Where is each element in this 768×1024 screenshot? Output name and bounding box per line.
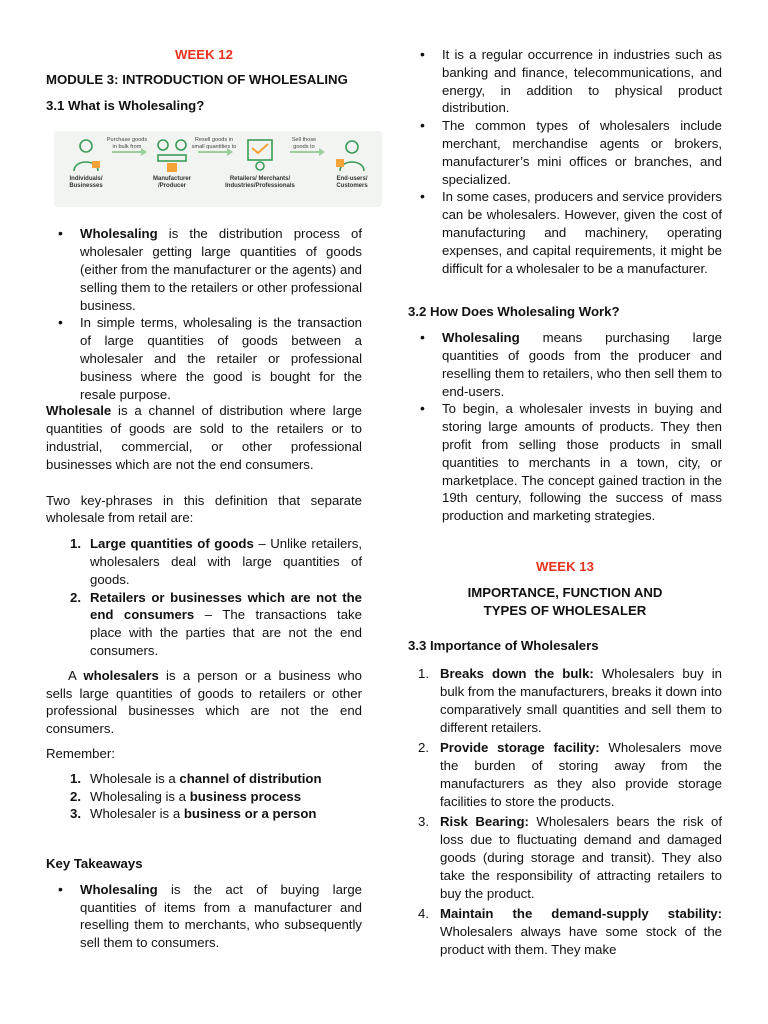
list-item: • In simple terms, wholesaling is the transaction of large quantities of goods between a wholesaler and the retailer or professional business where the good is bought for the resale purpose. [46, 314, 362, 403]
wholesaling-flow-diagram [54, 131, 382, 207]
list-item: • Wholesaling means purchasing large quantities of goods from the producer and reselling them to retailers, who then sell them to end-users. [408, 329, 722, 400]
list-item: 4. Maintain the demand-supply stability: Wholesalers always have some stock of the product with them. They make [418, 906, 722, 958]
arrow-icon [290, 151, 320, 153]
week-13-title-line2: TYPES OF WHOLESALER [483, 602, 647, 618]
list-item: • It is a regular occurrence in industries such as banking and finance, telecommunications, and energy, in addition to physical product distribution. [408, 46, 722, 117]
list-item: 1. Large quantities of goods – Unlike retailers, wholesalers deal with large quantities of goods. [70, 536, 362, 587]
remember-label: Remember: [46, 745, 115, 761]
list-item: • The common types of wholesalers include merchant, merchandise agents or brokers, manufacturer’s mini offices or branches, and specialized. [408, 117, 722, 188]
customer-icon [332, 135, 372, 175]
list-item: • Wholesaling is the distribution process of wholesaler getting large quantities of goods (either from the manufacturer or the agents) and selling them to the retailers or other professional business. [46, 225, 362, 314]
arrow-icon [198, 151, 228, 153]
module-title: MODULE 3: INTRODUCTION OF WHOLESALING [46, 71, 348, 87]
factory-icon [152, 135, 192, 175]
diagram-label: Retailers/ Merchants/ Industries/Professionals [225, 176, 295, 189]
list-item: 3. Wholesaler is a business or a person [70, 806, 317, 822]
diagram-arrow-text: Purchase goods in bulk from [106, 137, 148, 150]
section-3-2-heading: 3.2 How Does Wholesaling Work? [408, 304, 620, 320]
week-12-heading: WEEK 12 [175, 47, 233, 62]
diagram-arrow-text: Sell those goods to [291, 137, 317, 150]
section-3-1-heading: 3.1 What is Wholesaling? [46, 97, 205, 113]
week-13-title-line1: IMPORTANCE, FUNCTION AND [467, 584, 663, 600]
list-item: 1. Wholesale is a channel of distribution [70, 770, 322, 786]
section-3-3-heading: 3.3 Importance of Wholesalers [408, 638, 599, 654]
arrow-icon [112, 151, 142, 153]
list-item: 3. Risk Bearing: Wholesalers bears the risk of loss due to fluctuating demand and damaged goods (during storage and transit). They also take the responsibility of attracting retailers to buy the product. [418, 814, 722, 901]
list-item: 2. Wholesaling is a business process [70, 788, 302, 804]
list-item: 1. Breaks down the bulk: Wholesalers buy in bulk from the manufacturers, breaks it down into comparatively small quantities and sell them to different retailers. [418, 666, 722, 735]
list-item: • Wholesaling is the act of buying large quantities of items from a manufacturer and reselling them to merchants, who subsequently sell them to consumers. [46, 881, 362, 952]
key-takeaways-heading: Key Takeaways [46, 856, 143, 872]
diagram-label: Individuals/ Businesses [69, 176, 103, 189]
remember-list [46, 770, 362, 823]
person-icon [66, 135, 106, 175]
definition-bullets [46, 225, 362, 403]
week-13-heading: WEEK 13 [536, 558, 594, 574]
takeaways-list [46, 881, 362, 952]
diagram-label: End-users/ Customers [336, 176, 368, 189]
list-item: 2. Retailers or businesses which are not the end consumers – The transactions take place with the parties that are not the end consumers. [70, 589, 362, 658]
keyphrases-list [46, 535, 362, 660]
diagram-label: Manufacturer /Producer [152, 176, 191, 189]
importance-list [408, 665, 722, 959]
list-item: • To begin, a wholesaler invests in buying and storing large amounts of products. They then profit from selling those products in small quantities to merchants in a town, city, or marketplace. The concept gained traction in the 19th century, following the success of mass production and marketing strategies. [408, 400, 722, 525]
retailer-icon [240, 135, 280, 175]
list-item: 2. Provide storage facility: Wholesalers move the burden of storing away from the manufacturers as they also provide storage facilities to store the products. [418, 740, 722, 809]
right-column [408, 0, 722, 959]
how-it-works-list [408, 329, 722, 525]
list-item: • In some cases, producers and service providers can be wholesalers. However, given the cost of manufacturing and machinery, operating expenses, and capital requirements, it might be difficult for a wholesaler to be a manufacturer. [408, 188, 722, 277]
keyphrases-intro: Two key-phrases in this definition that separate wholesale from retail are: [46, 492, 362, 526]
wholesale-definition: Wholesale is a channel of distribution where large quantities of goods are sold to the retailers or to industrial, commercial, or other professional businesses which are not the end consumers. [46, 403, 362, 472]
diagram-arrow-text: Resell goods in small quantities to [191, 137, 237, 150]
wholesalers-definition: A wholesalers is a person or a business who sells large quantities of goods to retailers or other professional businesses which are not the end consumers. [46, 667, 362, 737]
wholesaling-facts-list [408, 46, 722, 277]
